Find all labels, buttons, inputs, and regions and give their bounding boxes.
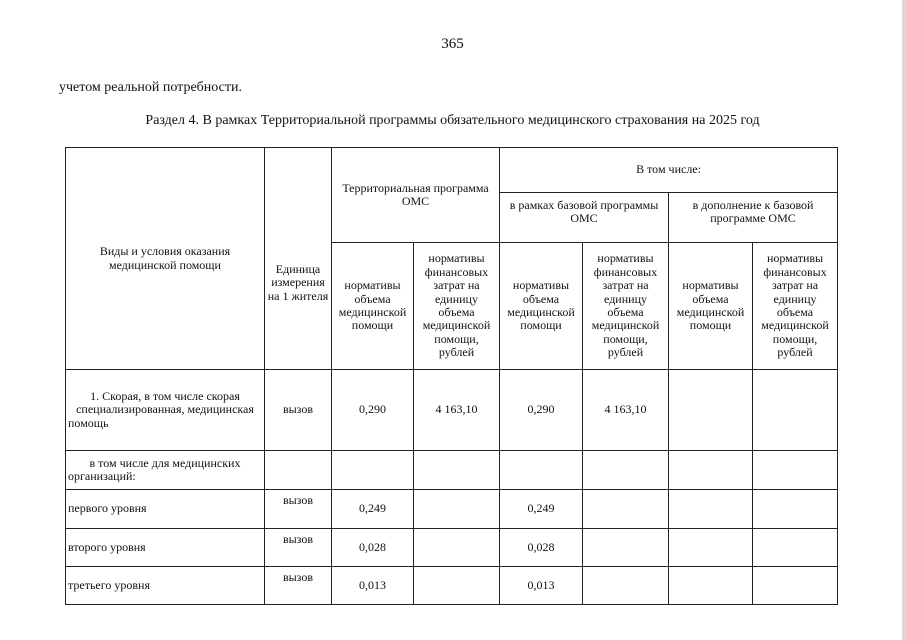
- header-t-volume: нормативы объема медицинской помощи: [332, 243, 414, 370]
- row-t-finance: 4 163,10: [414, 370, 500, 451]
- table-row: [66, 451, 838, 490]
- row-t-volume: 0,028: [332, 529, 414, 567]
- row-t-volume: 0,013: [332, 567, 414, 605]
- row-b-finance: [583, 451, 669, 490]
- section-title: Раздел 4. В рамках Территориальной программы обязательного медицинского страхования на 2025 год: [145, 113, 760, 128]
- row-b-finance: [583, 490, 669, 529]
- page-number: 365: [441, 36, 464, 52]
- row-a-volume: [669, 529, 753, 567]
- row-a-finance: [753, 490, 838, 529]
- row-label: в том числе для медицинских организаций:: [66, 451, 265, 490]
- table-row: [66, 529, 838, 567]
- row-unit: вызов: [265, 490, 332, 529]
- row-label: второго уровня: [66, 529, 265, 567]
- row-b-finance: 4 163,10: [583, 370, 669, 451]
- table-row: [66, 490, 838, 529]
- row-t-volume: 0,249: [332, 490, 414, 529]
- row-label: третьего уровня: [66, 567, 265, 605]
- header-b-finance: нормативы финансовых затрат на единицу объема медицинской помощи, рублей: [583, 243, 669, 370]
- table-row: [66, 567, 838, 605]
- row-a-finance: [753, 451, 838, 490]
- row-unit: вызов: [265, 529, 332, 567]
- row-t-finance: [414, 490, 500, 529]
- row-a-volume: [669, 567, 753, 605]
- row-b-volume: 0,028: [500, 529, 583, 567]
- row-t-volume: 0,290: [332, 370, 414, 451]
- table-row: [66, 370, 838, 451]
- row-unit: вызов: [265, 370, 332, 451]
- header-t-finance: нормативы финансовых затрат на единицу объема медицинской помощи, рублей: [414, 243, 500, 370]
- row-label: первого уровня: [66, 490, 265, 529]
- row-b-volume: 0,013: [500, 567, 583, 605]
- row-b-volume: 0,290: [500, 370, 583, 451]
- row-t-finance: [414, 451, 500, 490]
- row-t-finance: [414, 529, 500, 567]
- header-a-finance: нормативы финансовых затрат на единицу объема медицинской помощи, рублей: [753, 243, 838, 370]
- header-a-volume: нормативы объема медицинской помощи: [669, 243, 753, 370]
- row-b-finance: [583, 529, 669, 567]
- row-b-finance: [583, 567, 669, 605]
- row-a-volume: [669, 451, 753, 490]
- header-territorial: Территориальная программа ОМС: [332, 148, 500, 243]
- row-a-volume: [669, 490, 753, 529]
- row-unit: вызов: [265, 567, 332, 605]
- row-b-volume: [500, 451, 583, 490]
- header-base: в рамках базовой программы ОМС: [500, 193, 669, 243]
- row-b-volume: 0,249: [500, 490, 583, 529]
- row-a-finance: [753, 529, 838, 567]
- header-addition: в дополнение к базовой программе ОМС: [669, 193, 838, 243]
- row-t-volume: [332, 451, 414, 490]
- norms-table: [65, 147, 838, 605]
- row-a-volume: [669, 370, 753, 451]
- header-b-volume: нормативы объема медицинской помощи: [500, 243, 583, 370]
- row-unit: [265, 451, 332, 490]
- header-kinds: Виды и условия оказания медицинской помощи: [66, 148, 265, 370]
- row-a-finance: [753, 370, 838, 451]
- row-label: 1. Скорая, в том числе скорая специализированная, медицинская помощь: [66, 370, 265, 451]
- header-unit: Единица измерения на 1 жителя: [265, 148, 332, 370]
- row-a-finance: [753, 567, 838, 605]
- header-including: В том числе:: [500, 148, 838, 193]
- row-t-finance: [414, 567, 500, 605]
- lead-text: учетом реальной потребности.: [59, 80, 242, 95]
